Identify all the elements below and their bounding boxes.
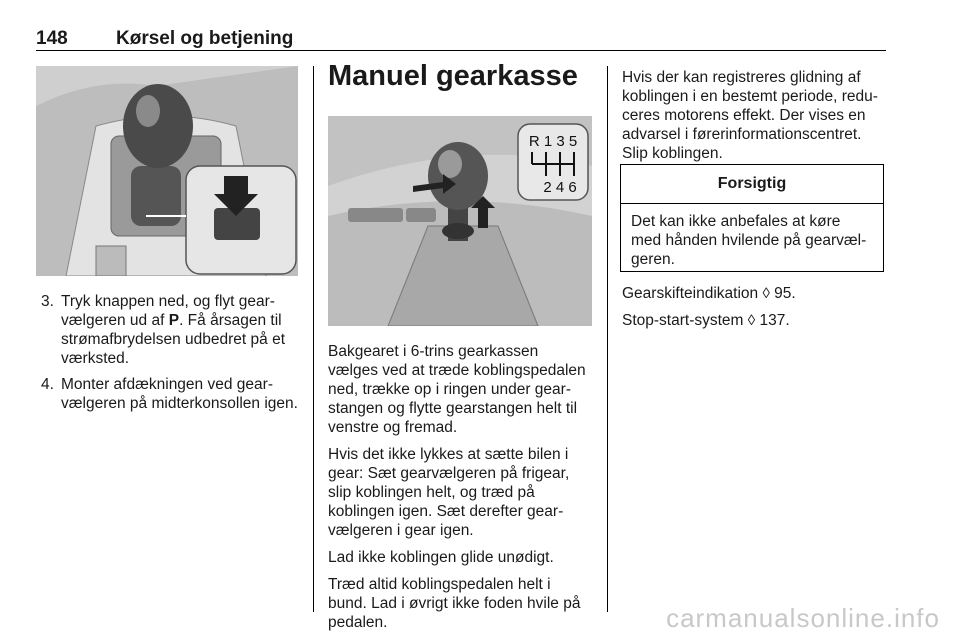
instruction-list <box>36 292 298 413</box>
paragraph: Bakgearet i 6-trins gearkassen vælges ved at træde koblingspedalen ned, trække op i ringen under gearstangen og flytte gearstangen helt til venstre og fremad. <box>328 343 586 436</box>
column-divider-left <box>313 66 314 612</box>
step-number: 4. <box>41 376 54 393</box>
page-ref-icon: ◊ <box>747 312 756 329</box>
step-number: 3. <box>41 293 54 310</box>
gear-pattern-bottom: 2 4 6 <box>543 179 577 196</box>
page-header <box>36 26 886 51</box>
caution-box <box>620 164 884 272</box>
ref-page: 95. <box>774 285 796 302</box>
list-item <box>36 292 298 368</box>
step-text-cont: . Få årsagen til strømafbrydelsen udbedret på et værksted. <box>61 312 286 367</box>
chapter-title: Kørsel og betjening <box>116 28 294 49</box>
cross-references <box>622 284 886 338</box>
right-column-text <box>622 68 886 171</box>
left-column-text <box>36 292 298 420</box>
page-ref-icon: ◊ <box>762 285 770 302</box>
paragraph: Hvis det ikke lykkes at sætte bilen i gear: Sæt gearvælgeren på frigear, slip koblingen helt, og træd på koblingen igen. Sæt derefter gearvælgeren i gear igen. <box>328 446 570 539</box>
paragraph: Lad ikke koblingen glide unødigt. <box>328 549 554 566</box>
cross-reference[interactable] <box>622 284 886 303</box>
paragraph: Hvis der kan registreres glidning af koblingen i en bestemt periode, reduceres motorens effekt. Der vises en advarsel i førerinformationscentret. Slip koblingen. <box>622 69 878 162</box>
middle-column-text <box>328 342 592 640</box>
ref-page: 137. <box>759 312 790 329</box>
section-heading: Manuel gearkasse <box>328 60 578 92</box>
page-number: 148 <box>36 28 68 49</box>
gear-position-p: P <box>168 312 180 329</box>
manual-gearstick-illustration <box>328 116 592 326</box>
paragraph: Træd altid koblingspedalen helt i bund. Lad i øvrigt ikke foden hvile på pedalen. <box>328 576 581 631</box>
caution-body: Det kan ikke anbefales at køre med hånden hvilende på gearvælgeren. <box>631 213 867 268</box>
ref-label: Stop-start-system <box>622 312 744 329</box>
gear-pattern-top: R 1 3 5 <box>528 133 578 150</box>
caution-title: Forsigtig <box>621 165 883 204</box>
cross-reference[interactable] <box>622 311 886 330</box>
list-item <box>36 375 298 413</box>
watermark: carmanualsonline.info <box>666 603 940 633</box>
step-text: Tryk knappen ned, og flyt gearvælgeren ud af <box>61 293 275 329</box>
step-text: Monter afdækningen ved gearvælgeren på midterkonsollen igen. <box>61 376 298 412</box>
gear-selector-illustration <box>36 66 298 276</box>
ref-label: Gearskifteindikation <box>622 285 759 302</box>
column-divider-right <box>607 66 608 612</box>
